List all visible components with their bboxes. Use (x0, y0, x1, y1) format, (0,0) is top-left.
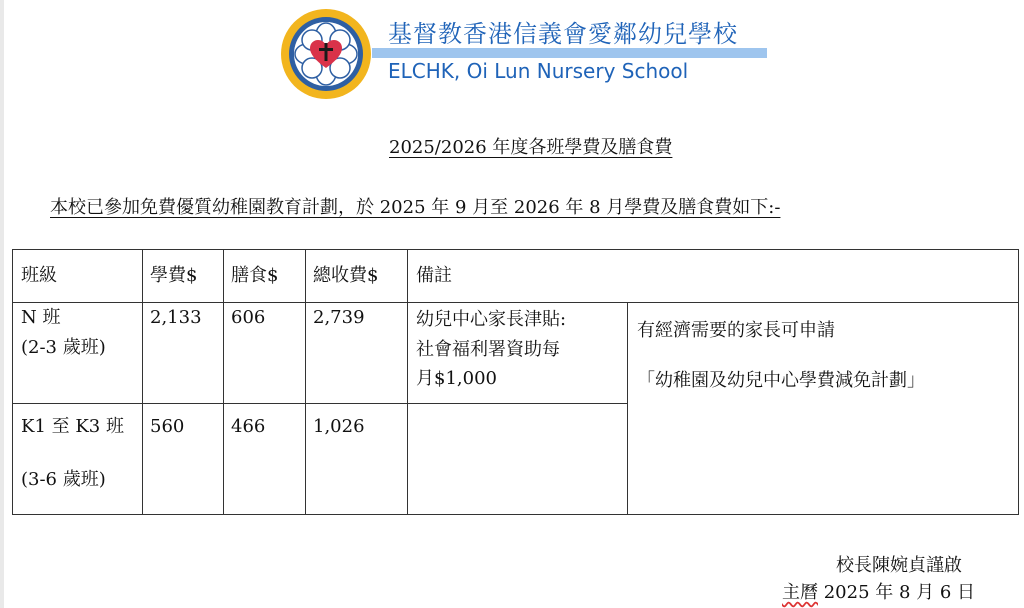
age-range: (2-3 歲班) (21, 337, 106, 358)
meal-value: 466 (231, 416, 266, 437)
shared-remark-line: 「幼稚園及幼兒中心學費減免計劃」 (637, 370, 925, 391)
church-logo-icon (277, 8, 375, 100)
principal-signature: 校長陳婉貞謹啟 (836, 555, 962, 576)
date-prefix: 主曆 (782, 582, 818, 603)
date-value: 2025 年 8 月 6 日 (818, 582, 976, 603)
shared-remark-line: 有經濟需要的家長可申請 (637, 320, 835, 341)
remark-line: 幼兒中心家長津貼: (416, 309, 567, 330)
header-class: 班級 (21, 265, 57, 286)
header-tuition: 學費$ (150, 265, 198, 286)
class-name: N 班 (21, 307, 61, 328)
school-name-zh: 基督教香港信義會愛鄰幼兒學校 (388, 20, 738, 48)
age-range: (3-6 歲班) (21, 469, 106, 490)
school-name-en: ELCHK, Oi Lun Nursery School (388, 59, 689, 83)
page-edge (0, 0, 4, 608)
signature-date (782, 578, 975, 604)
header-cell-remark (407, 249, 1019, 303)
tuition-value: 560 (150, 416, 185, 437)
meal-value: 606 (231, 307, 266, 328)
remark-line: 社會福利署資助每 (416, 339, 560, 360)
table-cell (407, 403, 628, 515)
tuition-value: 2,133 (150, 307, 202, 328)
intro-text: 本校已參加免費優質幼稚園教育計劃，於 2025 年 9 月至 2026 年 8 月學費及膳食費如下:- (50, 197, 781, 218)
school-logo (277, 8, 375, 100)
header-meal: 膳食$ (231, 265, 279, 286)
total-value: 1,026 (313, 416, 365, 437)
page-title: 2025/2026 年度各班學費及膳食費 (389, 137, 673, 158)
header-bar (372, 48, 767, 58)
class-name: K1 至 K3 班 (21, 416, 124, 437)
remark-line: 月$1,000 (416, 368, 497, 389)
header-total: 總收費$ (313, 265, 379, 286)
total-value: 2,739 (313, 307, 365, 328)
header-remark: 備註 (416, 265, 452, 286)
